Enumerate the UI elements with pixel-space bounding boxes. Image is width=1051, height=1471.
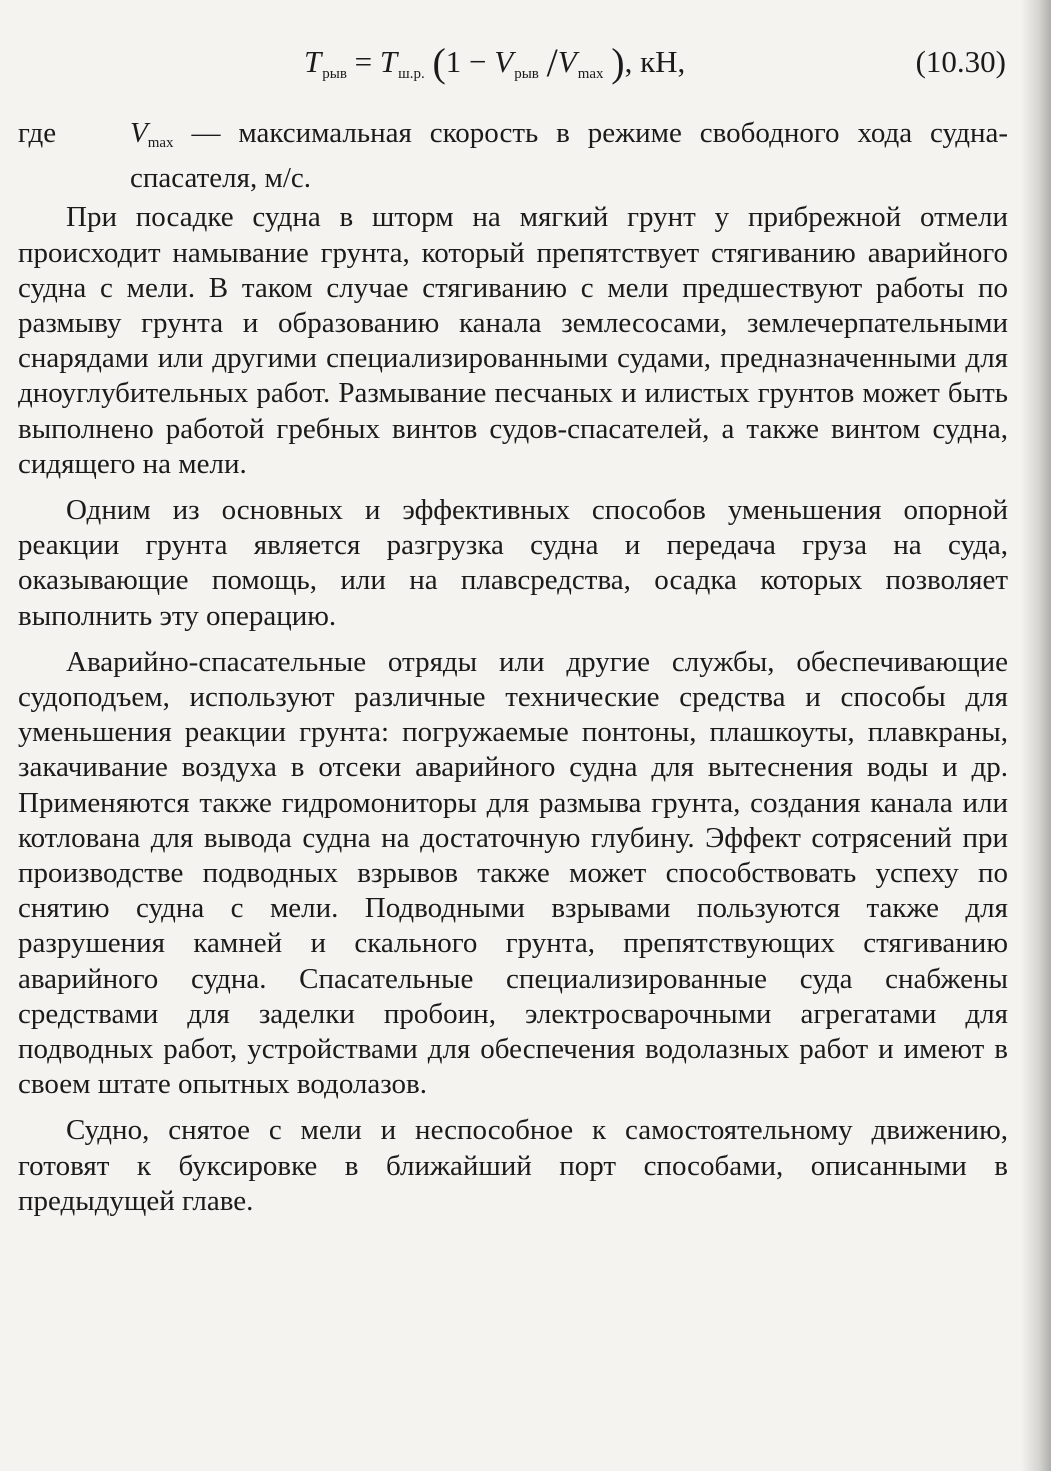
paragraph: Судно, снятое с мели и неспособное к самостоятельному движению, готовят к буксировке в ближайший порт способами, описанными в предыдущей главе. — [18, 1114, 1008, 1217]
formula-open-paren: ( — [432, 40, 446, 85]
where-symbol-subscript: max — [147, 135, 174, 151]
formula-v-subscript: рыв — [514, 66, 539, 82]
equation-row — [18, 40, 1008, 100]
formula-unit: , кН, — [624, 44, 686, 79]
where-symbol: V — [130, 117, 148, 149]
paragraph: Аварийно-спасательные отряды или другие службы, обеспечивающие судоподъем, используют различные технические средства и способы для уменьшения реакции грунта: погружаемые понтоны, плашкоуты, плавкраны, закачивание воздуха в отсеки аварийного судна для вытеснения воды и др. Применяются также гидромониторы для размыва грунта, создания канала или котлована для вывода судна на достаточную глубину. Эффект сотрясений при производстве подводных взрывов также может способствовать успеху по снятию судна с мели. Подводными взрывами пользуются также для разрушения камней и скального грунта, препятствующих стягиванию аварийного судна. Спасательные специализированные суда снабжены средствами для заделки пробоин, электросварочными агрегатами для подводных работ, устройствами для обеспечения водолазных работ и имеют в своем штате опытных водолазов. — [18, 645, 1008, 1101]
paragraph: При посадке судна в шторм на мягкий грунт у прибрежной отмели происходит намывание грунта, который препятствует стягиванию аварийного судна с мели. В таком случае стягиванию с мели предшествуют работы по размыву грунта и образованию канала землесосами, землечерпательными снарядами или другими специализированными судами, предназначенными для дноуглубительных работ. Размывание песчаных и илистых грунтов может быть выполнено работой гребных винтов судов-спасателей, а также винтом судна, сидящего на мели. — [18, 201, 1008, 480]
where-label: где — [18, 117, 57, 149]
formula-vmax-symbol: V — [557, 44, 577, 79]
paragraph: Одним из основных и эффективных способов уменьшения опорной реакции грунта является разгрузка судна и передача груза на суда, оказывающие помощь, или на плавсредства, осадка которых позволяет выполнить эту операцию. — [18, 494, 1008, 632]
formula-v-symbol: V — [494, 44, 514, 79]
formula-one-minus: 1 − — [445, 44, 495, 79]
formula-lhs-subscript: рыв — [322, 66, 347, 82]
formula-slash: / — [546, 40, 558, 85]
formula-rhs-symbol: T — [379, 44, 398, 79]
formula-equals: = — [346, 44, 380, 79]
page-content — [18, 40, 1008, 1219]
formula-rhs-subscript: ш.р. — [398, 66, 425, 82]
page-edge-shadow — [1021, 0, 1051, 1471]
where-definition — [130, 116, 1008, 196]
variable-definition — [18, 116, 1008, 196]
formula-vmax-subscript: max — [577, 66, 604, 82]
formula-close-paren: ) — [611, 40, 625, 85]
equation-number: (10.30) — [915, 44, 1006, 79]
equation-10-30 — [304, 40, 686, 92]
where-definition-text: — максимальная скорость в режиме свободного хода судна-спасателя, м/с. — [130, 117, 1008, 195]
formula-lhs-symbol: T — [304, 44, 322, 79]
